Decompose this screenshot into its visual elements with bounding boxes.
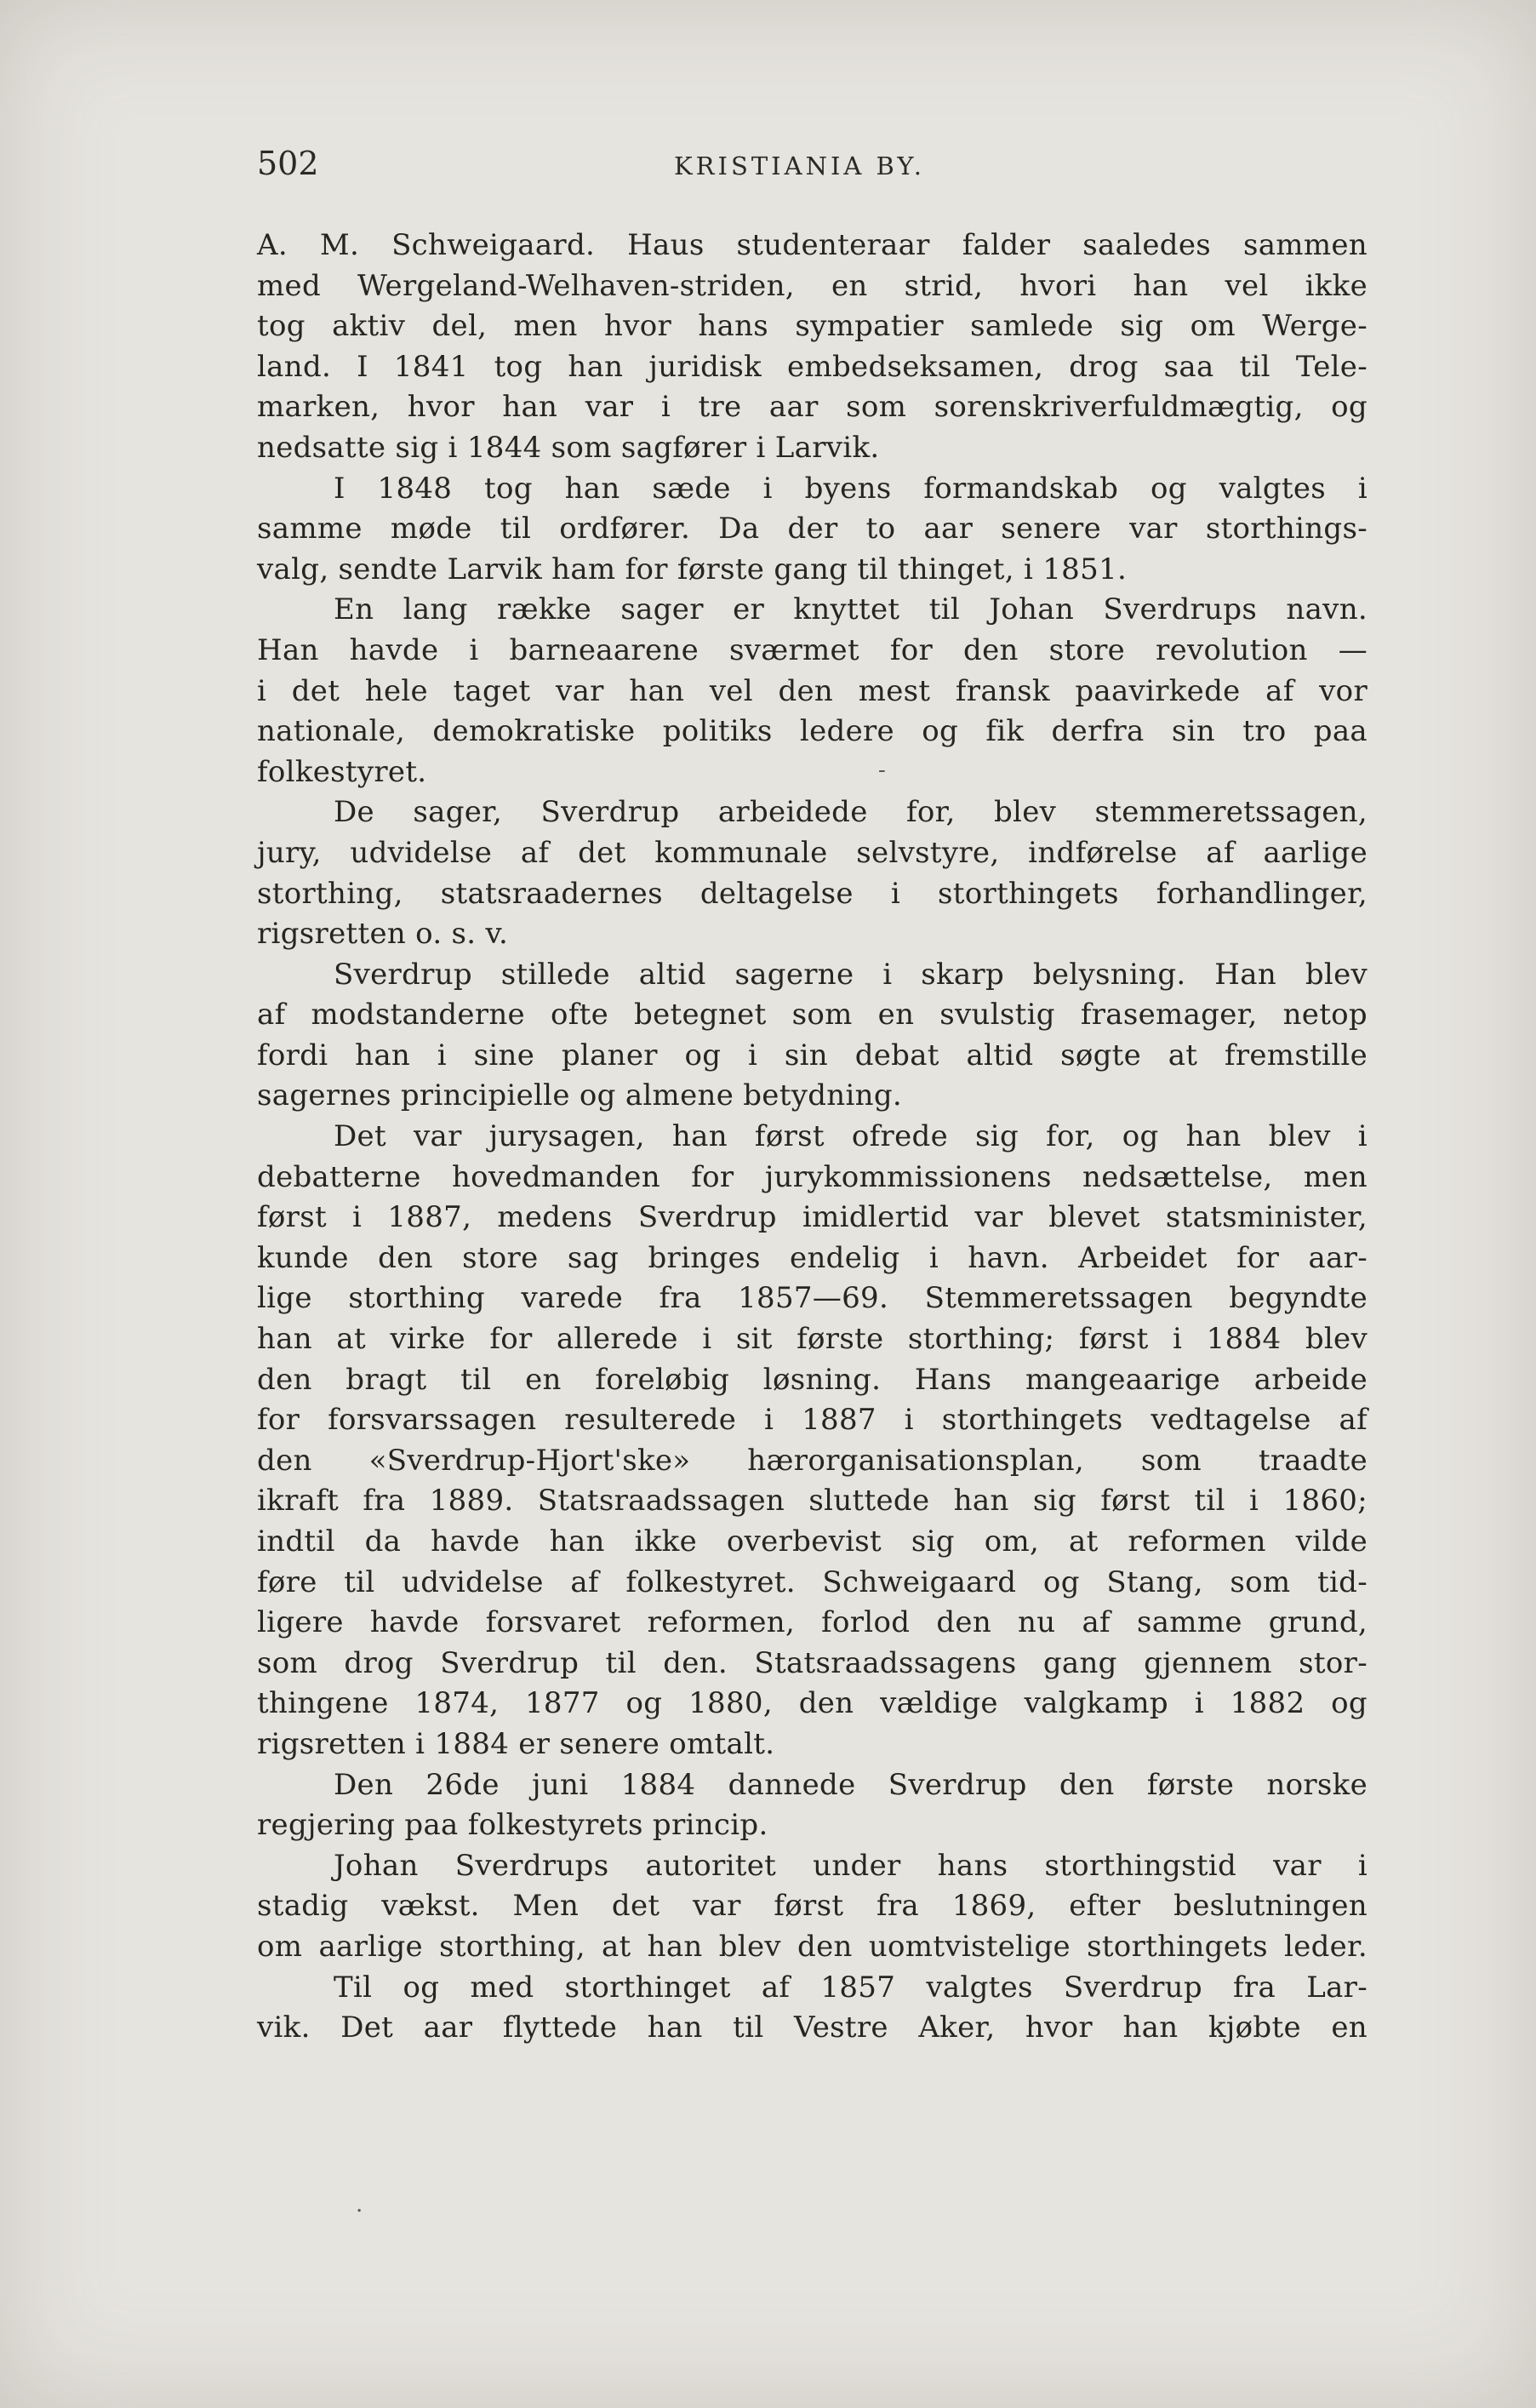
text-line: først i 1887, medens Sverdrup imidlertid var blevet statsminister,: [257, 1200, 1368, 1235]
text-line: han at virke for allerede i sit første storthing; først i 1884 blev: [257, 1322, 1368, 1357]
text-line: Sverdrup stillede altid sagerne i skarp belysning. Han blev: [334, 957, 1368, 992]
text-line: ikraft fra 1889. Statsraadssagen sluttede han sig først til i 1860;: [257, 1484, 1368, 1519]
text-line: marken, hvor han var i tre aar som sorenskriverfuldmægtig, og: [257, 390, 1368, 425]
text-line: sagernes principielle og almene betydning.: [257, 1078, 903, 1113]
text-line: valg, sendte Larvik ham for første gang til thinget, i 1851.: [257, 552, 1128, 586]
text-line: jury, udvidelse af det kommunale selvstyre, indførelse af aarlige: [257, 835, 1368, 870]
text-line: I 1848 tog han sæde i byens formandskab og valgtes i: [334, 471, 1368, 506]
body-text: [257, 226, 1368, 2049]
text-line: nedsatte sig i 1844 som sagfører i Larvik.: [257, 430, 880, 465]
text-line: rigsretten o. s. v.: [257, 917, 509, 952]
text-line: A. M. Schweigaard. Haus studenteraar falder saaledes sammen: [257, 228, 1368, 262]
print-speck: .: [356, 2192, 363, 2217]
text-line: nationale, demokratiske politiks ledere og fik derfra sin tro paa: [257, 714, 1368, 749]
text-line: indtil da havde han ikke overbevist sig om, at reformen vilde: [257, 1524, 1368, 1559]
text-line: for forsvarssagen resulterede i 1887 i storthingets vedtagelse af: [257, 1403, 1368, 1438]
page-number: 502: [257, 145, 319, 182]
text-line: fordi han i sine planer og i sin debat altid søgte at fremstille: [257, 1038, 1368, 1072]
text-line: De sager, Sverdrup arbeidede for, blev stemmeretssagen,: [334, 795, 1368, 830]
text-line: folkestyret.: [257, 754, 427, 789]
text-line: Til og med storthinget af 1857 valgtes Sverdrup fra Lar-: [334, 1970, 1368, 2005]
text-line: af modstanderne ofte betegnet som en svulstig frasemager, netop: [257, 998, 1368, 1032]
text-line: land. I 1841 tog han juridisk embedseksamen, drog saa til Tele-: [257, 349, 1368, 384]
text-line: regjering paa folkestyrets princip.: [257, 1808, 768, 1843]
text-line: debatterne hovedmanden for jurykommissionens nedsættelse, men: [257, 1159, 1368, 1194]
running-head: [257, 145, 1363, 196]
text-line: med Wergeland-Welhaven-striden, en strid, hvori han vel ikke: [257, 268, 1368, 303]
text-line: Det var jurysagen, han først ofrede sig for, og han blev i: [334, 1119, 1368, 1154]
text-line: om aarlige storthing, at han blev den uomtvistelige storthingets leder.: [257, 1929, 1368, 1964]
running-title: KRISTIANIA BY.: [674, 152, 925, 180]
text-line: den bragt til en foreløbig løsning. Hans mangeaarige arbeide: [257, 1362, 1368, 1397]
text-line: lige storthing varede fra 1857—69. Stemmeretssagen begyndte: [257, 1281, 1368, 1316]
text-line: stadig vækst. Men det var først fra 1869, efter beslutningen: [257, 1889, 1368, 1924]
text-line: i det hele taget var han vel den mest fransk paavirkede af vor: [257, 673, 1368, 708]
text-line: den «Sverdrup-Hjort'ske» hærorganisationsplan, som traadte: [257, 1443, 1368, 1478]
text-line: tog aktiv del, men hvor hans sympatier samlede sig om Werge-: [257, 309, 1368, 344]
text-line: En lang række sager er knyttet til Johan Sverdrups navn.: [334, 592, 1368, 627]
text-line: vik. Det aar flyttede han til Vestre Aker, hvor han kjøbte en: [257, 2010, 1368, 2045]
text-line: Johan Sverdrups autoritet under hans storthingstid var i: [334, 1848, 1368, 1883]
text-line: rigsretten i 1884 er senere omtalt.: [257, 1726, 775, 1761]
print-speck: -: [878, 758, 886, 783]
text-line: Han havde i barneaarene sværmet for den store revolution —: [257, 632, 1368, 667]
text-line: thingene 1874, 1877 og 1880, den vældige valgkamp i 1882 og: [257, 1686, 1368, 1721]
text-line: storthing, statsraadernes deltagelse i storthingets forhandlinger,: [257, 876, 1368, 911]
text-line: samme møde til ordfører. Da der to aar senere var storthings-: [257, 512, 1368, 546]
text-line: ligere havde forsvaret reformen, forlod den nu af samme grund,: [257, 1605, 1368, 1640]
text-line: kunde den store sag bringes endelig i havn. Arbeidet for aar-: [257, 1240, 1368, 1275]
text-line: Den 26de juni 1884 dannede Sverdrup den første norske: [334, 1767, 1368, 1802]
text-line: føre til udvidelse af folkestyret. Schweigaard og Stang, som tid-: [257, 1564, 1368, 1599]
text-line: som drog Sverdrup til den. Statsraadssagens gang gjennem stor-: [257, 1645, 1368, 1680]
